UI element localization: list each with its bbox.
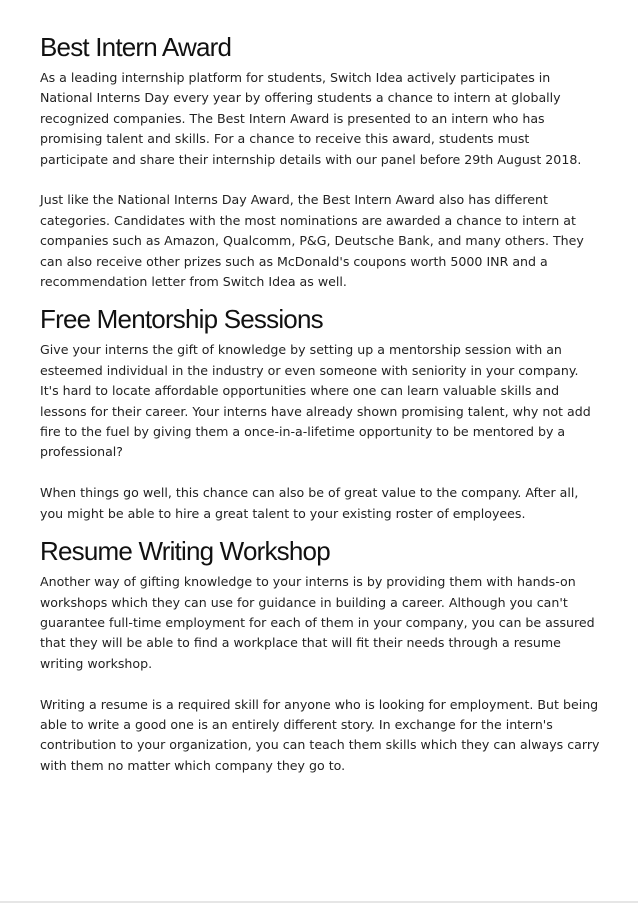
paragraph: When things go well, this chance can also be of great value to the company. After all, you might be able to hire a great talent to your existing roster of employees. <box>40 485 579 521</box>
paragraph: As a leading internship platform for students, Switch Idea actively participates in National Interns Day every year by offering students a chance to intern at globally recognized companies. The Best Intern Award is presented to an intern who has promising talent and skills. For a chance to receive this award, students must participate and share their internship details with our panel before 29th August 2018. <box>40 70 582 167</box>
section-title: Free Mentorship Sessions <box>40 304 323 335</box>
document-page <box>40 30 600 776</box>
section-free-mentorship-sessions <box>40 302 600 524</box>
section-title: Resume Writing Workshop <box>40 536 330 567</box>
section-title: Best Intern Award <box>40 32 232 62</box>
section-resume-writing-workshop <box>40 534 600 776</box>
paragraph: Just like the National Interns Day Award, the Best Intern Award also has different categories. Candidates with the most nominations are awarded a chance to intern at companies such as Amazon, Qualcomm, P&G, Deutsche Bank, and many others. They can also receive other prizes such as McDonald's coupons worth 5000 INR and a recommendation letter from Switch Idea as well. <box>40 192 584 290</box>
section-best-intern-award <box>40 30 600 292</box>
paragraph: Writing a resume is a required skill for anyone who is looking for employment. But being able to write a good one is an entirely different story. In exchange for the intern's contribution to your organization, you can teach them skills which they can always carry with them no matter which company they go to. <box>40 696 600 773</box>
paragraph: Another way of gifting knowledge to your interns is by providing them with hands-on workshops which they can use for guidance in building a career. Although you can't guarantee full-time employment for each of them in your company, you can be assured that they will be able to find a workplace that will fit their needs through a resume writing workshop. <box>40 574 595 671</box>
paragraph: Give your interns the gift of knowledge by setting up a mentorship session with an esteemed individual in the industry or even someone with seniority in your company. It's hard to locate affordable opportunities where one can learn valuable skills and lessons for their career. Your interns have already shown promising talent, why not add fire to the fuel by giving them a once-in-a-lifetime opportunity to be mentored by a professional? <box>40 342 591 460</box>
